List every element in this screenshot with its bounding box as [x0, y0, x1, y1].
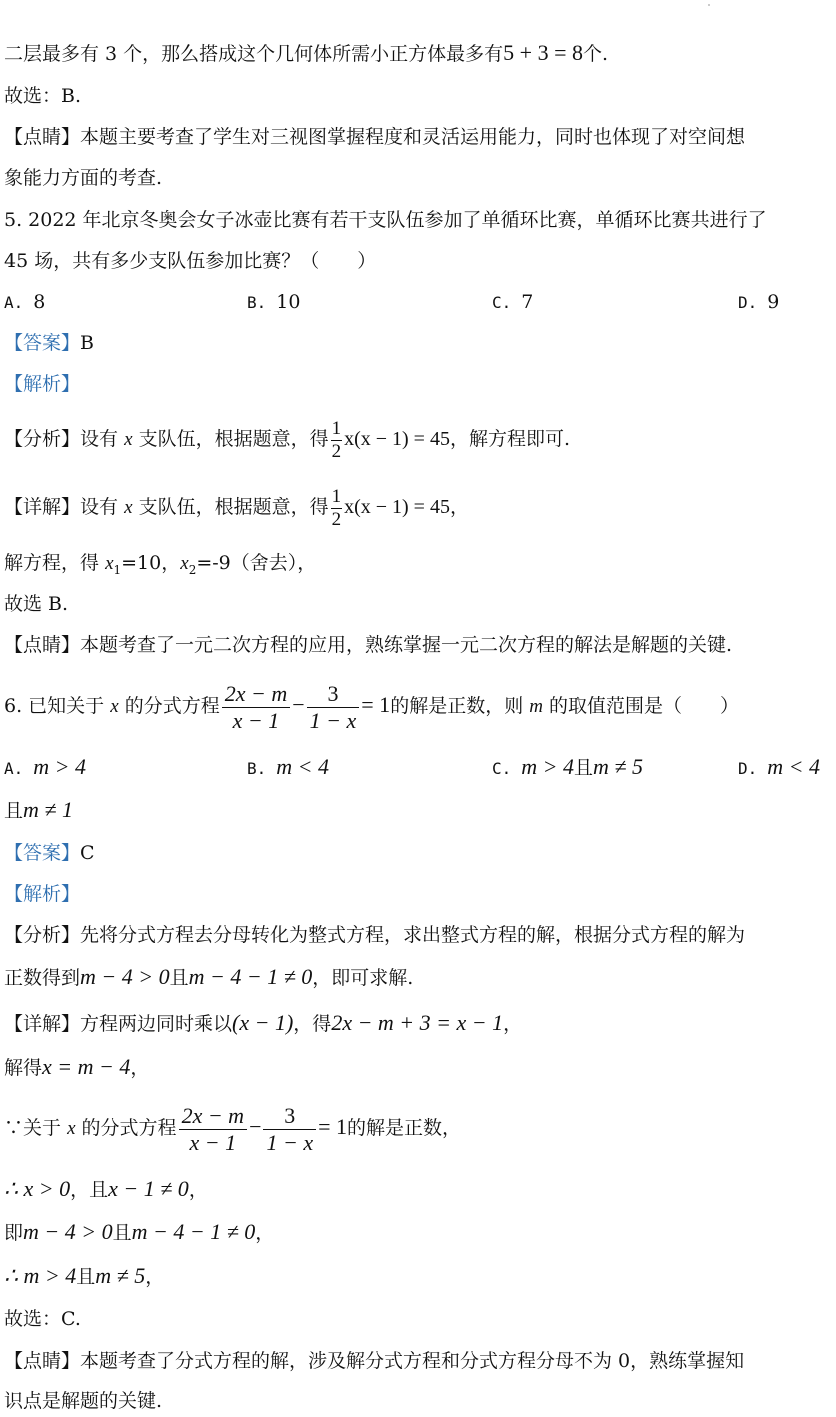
q6-answer: 【答案】C	[4, 842, 95, 864]
fenxi-tag: 【分析】	[4, 428, 81, 450]
dianjing-tag: 【点睛】	[4, 126, 81, 148]
q5-option-d: D. 9	[738, 291, 780, 313]
q5-analysis-heading	[4, 369, 80, 399]
q6-option-a: A. m > 4	[4, 754, 86, 779]
q6-option-c: C. m > 4且m ≠ 5	[492, 754, 643, 779]
fraction-2: $\frac{3}{1 - x}$	[263, 1103, 316, 1156]
q6-ji: 即m − 4 > 0且m − 4 − 1 ≠ 0，	[4, 1219, 275, 1244]
q6-fenxi-cont: 正数得到m − 4 > 0且m − 4 − 1 ≠ 0，即可求解.	[4, 964, 414, 989]
q5-option-c: C. 7	[492, 291, 534, 313]
xiangjie-tag: 【详解】	[4, 1013, 81, 1035]
dianjing-tag: 【点睛】	[4, 1350, 81, 1372]
q6-dianjing-cont: 识点是解题的关键.	[4, 1390, 163, 1412]
q6-therefore-2: ∴ m > 4且m ≠ 5，	[4, 1263, 165, 1288]
equation: x(x − 1) = 45	[344, 496, 450, 518]
fraction-half: $\frac{1}{2}$	[331, 485, 342, 530]
fraction-2: $\frac{3}{1 - x}$	[307, 681, 360, 734]
q6-option-b: B. m < 4	[247, 754, 329, 779]
q5-dianjing: 【点睛】本题考查了一元二次方程的应用，熟练掌握一元二次方程的解法是解题的关键.	[4, 634, 733, 656]
answer-tag: 【答案】	[4, 842, 81, 864]
q6-because: ∵关于 x 的分式方程 $\frac{2x - m}{x - 1}$ − $\frac{3}{1 - x}$ = 1的解是正数，	[4, 1102, 462, 1155]
analysis-tag: 【解析】	[4, 373, 81, 395]
math-expression: 5 + 3 = 8	[503, 40, 583, 65]
question-6-stem: 6. 已知关于 x 的分式方程 $\frac{2x - m}{x - 1}$ − $\frac{3}{1 - x}$ = 1的解是正数，则 m 的取值范围是（ ）	[4, 680, 740, 733]
q6-choose: 故选：C.	[4, 1308, 81, 1330]
q6-solve: 解得x = m − 4，	[4, 1054, 150, 1079]
fraction-half: $\frac{1}{2}$	[331, 417, 342, 462]
question-5-stem-cont: 45 场，共有多少支队伍参加比赛？（ ）	[4, 250, 377, 272]
scan-speck	[708, 4, 710, 6]
q5-option-b: B. 10	[247, 291, 301, 313]
q5-solve: 解方程，得 $x_1=10$，$x_2=-9$（舍去），	[4, 552, 317, 577]
q6-analysis-heading	[4, 879, 80, 909]
dianjing-paragraph: 【点睛】本题主要考查了学生对三视图掌握程度和灵活运用能力，同时也体现了对空间想	[4, 126, 746, 148]
q6-dianjing: 【点睛】本题考查了分式方程的解，涉及解分式方程和分式方程分母不为 0，熟练掌握知	[4, 1350, 745, 1372]
q5-choose: 故选 B.	[4, 593, 69, 615]
text-line: 二层最多有 3 个，那么搭成这个几何体所需小正方体最多有5 + 3 = 8个.	[4, 40, 609, 65]
text-line: 故选：B.	[4, 85, 82, 107]
q5-xiangjie: 【详解】设有 x 支队伍，根据题意，得 $\frac{1}{2}$ x(x − 1) = 45，	[4, 485, 469, 530]
text-line: 象能力方面的考查.	[4, 167, 163, 189]
question-5-stem: 5. 2022 年北京冬奥会女子冰壶比赛有若干支队伍参加了单循环比赛，单循环比赛共进行了	[4, 209, 767, 231]
fraction-1: $\frac{2x - m}{x - 1}$	[179, 1103, 248, 1156]
q5-option-a: A. 8	[4, 291, 46, 313]
q6-xiangjie: 【详解】方程两边同时乘以(x − 1)，得2x − m + 3 = x − 1，	[4, 1010, 523, 1035]
q6-fenxi: 【分析】先将分式方程去分母转化为整式方程，求出整式方程的解，根据分式方程的解为	[4, 924, 746, 946]
q5-answer: 【答案】B	[4, 332, 94, 354]
dianjing-tag: 【点睛】	[4, 634, 81, 656]
equation: x(x − 1) = 45	[344, 428, 450, 450]
q6-option-d: D. m < 4	[738, 754, 820, 779]
fenxi-tag: 【分析】	[4, 924, 81, 946]
fraction-1: $\frac{2x - m}{x - 1}$	[222, 681, 291, 734]
q6-therefore-1: ∴ x > 0，且x − 1 ≠ 0，	[4, 1176, 208, 1201]
analysis-tag: 【解析】	[4, 883, 81, 905]
answer-tag: 【答案】	[4, 332, 81, 354]
q5-fenxi: 【分析】设有 x 支队伍，根据题意，得 $\frac{1}{2}$ x(x − 1) = 45，解方程即可.	[4, 417, 571, 462]
q6-option-d-cont: 且m ≠ 1	[4, 797, 73, 822]
xiangjie-tag: 【详解】	[4, 496, 81, 518]
